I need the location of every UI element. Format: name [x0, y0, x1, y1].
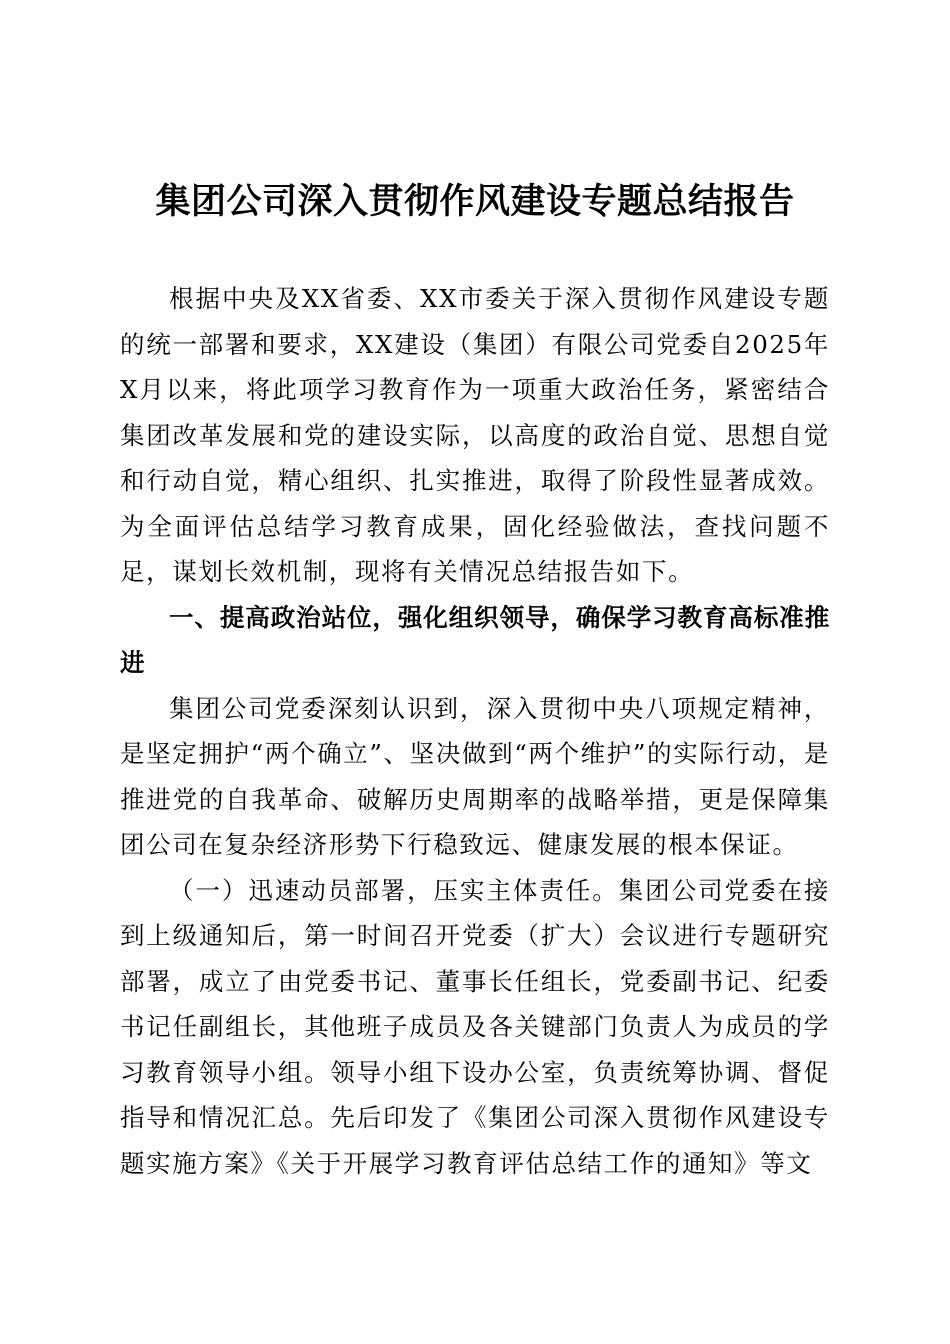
section-1-paragraph: 集团公司党委深刻认识到，深入贯彻中央八项规定精神，是坚定拥护“两个确立”、坚决做到“两个维护”的实际行动，是推进党的自我革命、破解历史周期率的战略举措，更是保障集团公司在复杂经济形势下行稳致远、健康发展的根本保证。	[120, 693, 830, 859]
document-body	[120, 276, 830, 1186]
section-heading-1: 一、提高政治站位，强化组织领导，确保学习教育高标准推进	[120, 602, 830, 677]
intro-paragraph: 根据中央及XX省委、XX市委关于深入贯彻作风建设专题的统一部署和要求，XX建设（集团）有限公司党委自2025年X月以来，将此项学习教育作为一项重大政治任务，紧密结合集团改革发展和党的建设实际，以高度的政治自觉、思想自觉和行动自觉，精心组织、扎实推进，取得了阶段性显著成效。为全面评估总结学习教育成果，固化经验做法，查找问题不足，谋划长效机制，现将有关情况总结报告如下。	[120, 284, 830, 586]
subsection-1-paragraph: （一）迅速动员部署，压实主体责任。集团公司党委在接到上级通知后，第一时间召开党委（扩大）会议进行专题研究部署，成立了由党委书记、董事长任组长，党委副书记、纪委书记任副组长，其他班子成员及各关键部门负责人为成员的学习教育领导小组。领导小组下设办公室，负责统筹协调、督促指导和情况汇总。先后印发了《集团公司深入贯彻作风建设专题实施方案》《关于开展学习教育评估总结工作的通知》等文	[120, 875, 830, 1178]
document-title: 集团公司深入贯彻作风建设专题总结报告	[155, 181, 795, 222]
